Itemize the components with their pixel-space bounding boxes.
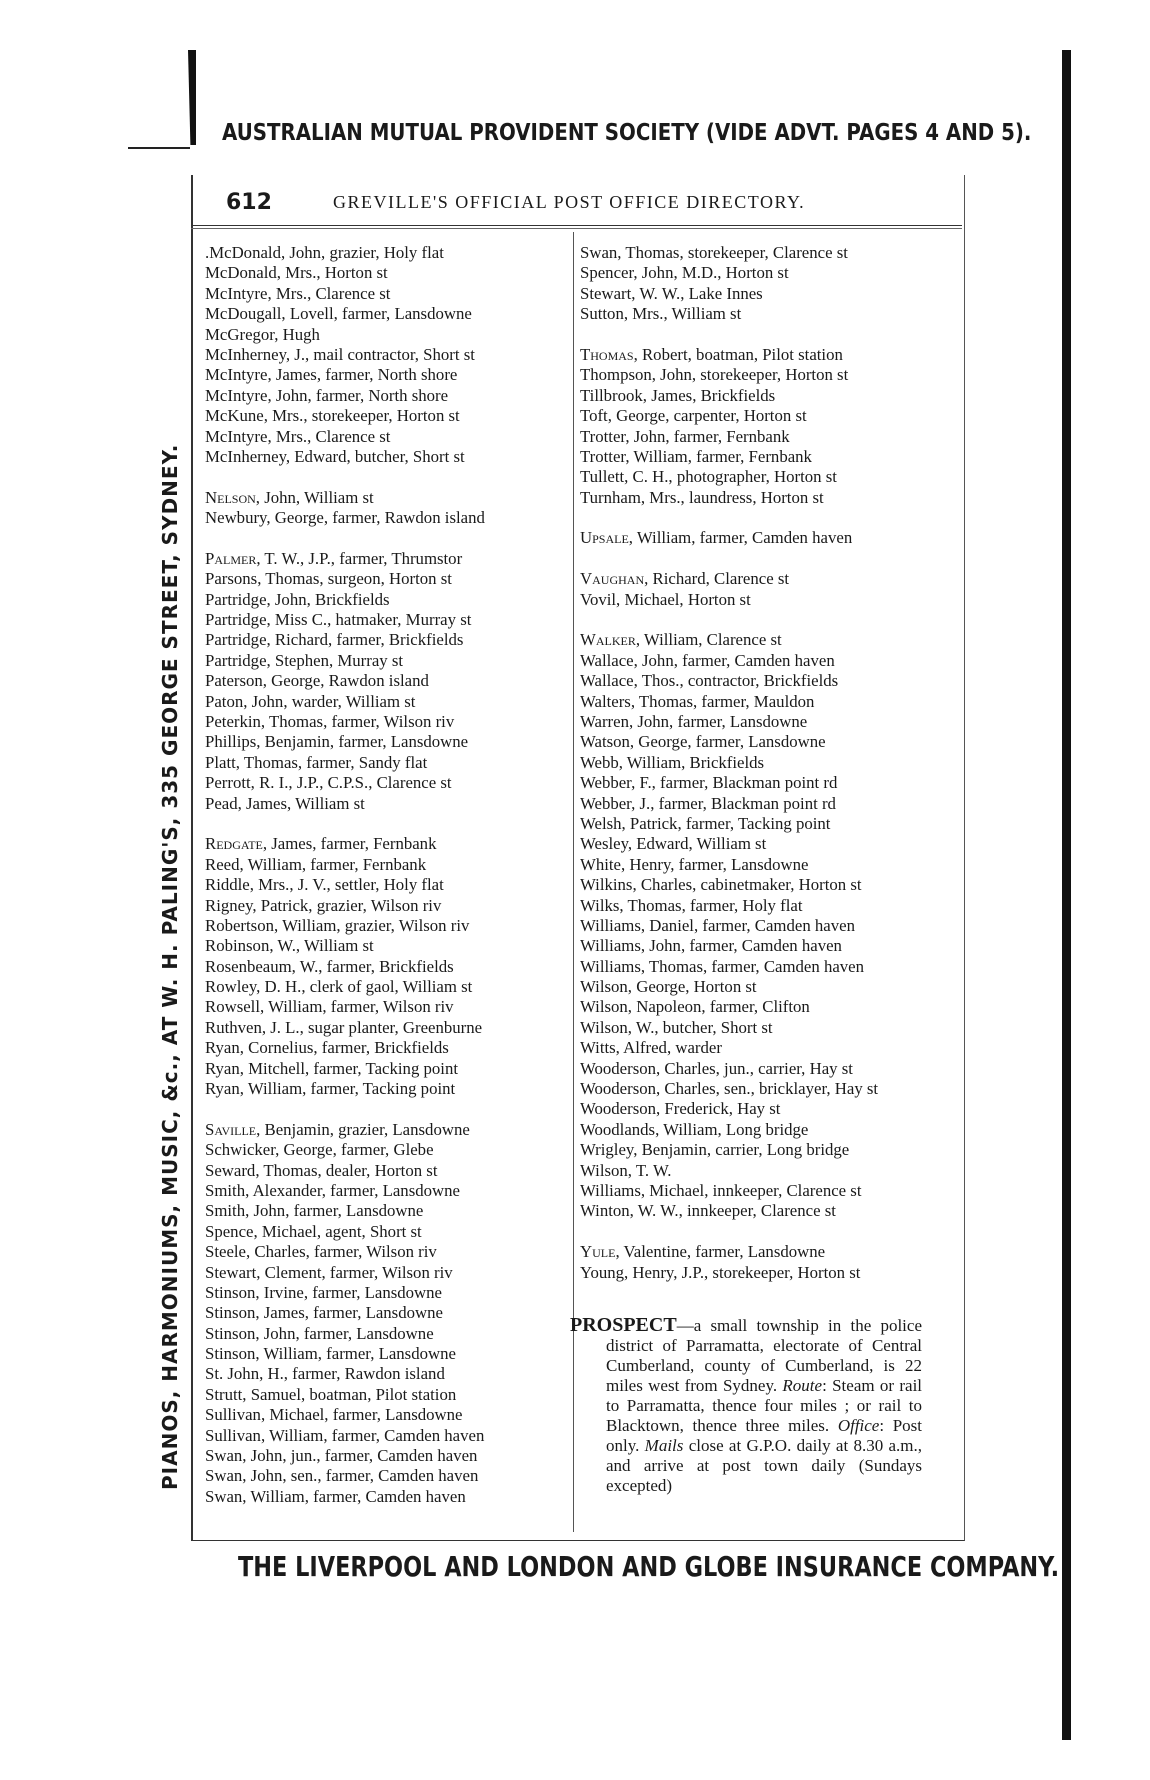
directory-entry: Stewart, Clement, farmer, Wilson riv [205, 1262, 453, 1282]
directory-entry: Upsale, William, farmer, Camden haven [580, 528, 853, 548]
directory-entry: Smith, John, farmer, Lansdowne [205, 1201, 424, 1221]
prospect-route-label: Route [782, 1376, 823, 1395]
right-column-listing [580, 243, 925, 1283]
directory-entry: Warren, John, farmer, Lansdowne [580, 711, 808, 731]
directory-entry: Turnham, Mrs., laundress, Horton st [580, 487, 824, 507]
directory-entry: Wooderson, Frederick, Hay st [580, 1099, 781, 1119]
directory-entry: Stinson, John, farmer, Lansdowne [205, 1323, 434, 1343]
directory-entry: Ryan, William, farmer, Tacking point [205, 1079, 456, 1099]
directory-entry: Rowsell, William, farmer, Wilson riv [205, 997, 454, 1017]
directory-entry: Webber, J., farmer, Blackman point rd [580, 793, 836, 813]
directory-entry: Paton, John, warder, William st [205, 691, 416, 711]
directory-entry: Toft, George, carpenter, Horton st [580, 406, 807, 426]
directory-entry: Smith, Alexander, farmer, Lansdowne [205, 1180, 460, 1200]
directory-entry: Redgate, James, farmer, Fernbank [205, 834, 437, 854]
directory-entry: Peterkin, Thomas, farmer, Wilson riv [205, 711, 455, 731]
directory-entry: Yule, Valentine, farmer, Lansdowne [580, 1242, 826, 1262]
directory-entry: Ryan, Mitchell, farmer, Tacking point [205, 1058, 459, 1078]
directory-entry: Wilks, Thomas, farmer, Holy flat [580, 895, 803, 915]
directory-entry: Williams, Thomas, farmer, Camden haven [580, 956, 865, 976]
directory-entry: Williams, John, farmer, Camden haven [580, 936, 842, 956]
directory-entry: McIntyre, Mrs., Clarence st [205, 283, 391, 303]
directory-entry: Rowley, D. H., clerk of gaol, William st [205, 977, 473, 997]
directory-entry: McIntyre, John, farmer, North shore [205, 385, 449, 405]
directory-entry: Swan, John, sen., farmer, Camden haven [205, 1466, 479, 1486]
directory-entry: Swan, William, farmer, Camden haven [205, 1486, 466, 1506]
directory-entry: Robertson, William, grazier, Wilson riv [205, 915, 470, 935]
directory-entry: McDougall, Lovell, farmer, Lansdowne [205, 304, 472, 324]
directory-entry: Seward, Thomas, dealer, Horton st [205, 1160, 438, 1180]
directory-entry: Sutton, Mrs., William st [580, 304, 742, 324]
directory-entry: St. John, H., farmer, Rawdon island [205, 1364, 445, 1384]
directory-entry: Steele, Charles, farmer, Wilson riv [205, 1242, 437, 1262]
section-gap [205, 814, 567, 834]
directory-entry: McDonald, Mrs., Horton st [205, 263, 388, 283]
directory-entry: Wooderson, Charles, sen., bricklayer, Hay st [580, 1079, 879, 1099]
section-gap [580, 1222, 925, 1242]
directory-entry: Partridge, John, Brickfields [205, 589, 390, 609]
directory-entry: Williams, Michael, innkeeper, Clarence st [580, 1180, 862, 1200]
directory-entry: Stinson, James, farmer, Lansdowne [205, 1303, 443, 1323]
directory-entry: Webb, William, Brickfields [580, 752, 765, 772]
directory-entry: Parsons, Thomas, surgeon, Horton st [205, 569, 452, 589]
directory-entry: Stinson, William, farmer, Lansdowne [205, 1344, 456, 1364]
directory-entry: Thomas, Robert, boatman, Pilot station [580, 344, 843, 364]
directory-entry: Stinson, Irvine, farmer, Lansdowne [205, 1282, 443, 1302]
directory-entry: Reed, William, farmer, Fernbank [205, 854, 427, 874]
prospect-route-text: : Steam or rail to Parramatta, thence four miles ; or rail to Blacktown, thence three miles. [606, 1376, 923, 1435]
directory-entry: Webber, F., farmer, Blackman point rd [580, 773, 838, 793]
directory-entry: McInherney, J., mail contractor, Short st [205, 344, 475, 364]
section-gap [580, 549, 925, 569]
directory-entry: Perrott, R. I., J.P., C.P.S., Clarence st [205, 773, 452, 793]
directory-entry: Wrigley, Benjamin, carrier, Long bridge [580, 1140, 850, 1160]
prospect-mails-text: close at G.P.O. daily at 8.30 a.m., and arrive at post town daily (Sundays excepted) [606, 1436, 923, 1495]
prospect-office-text: : Post only. [606, 1416, 922, 1455]
directory-entry: Robinson, W., William st [205, 936, 374, 956]
prospect-heading: PROSPECT [570, 1314, 677, 1336]
directory-entry: Wilson, W., butcher, Short st [580, 1017, 773, 1037]
directory-entry: Spence, Michael, agent, Short st [205, 1221, 422, 1241]
directory-entry: Stewart, W. W., Lake Innes [580, 283, 763, 303]
margin-mark-bar [188, 50, 196, 145]
directory-entry: Trotter, John, farmer, Fernbank [580, 426, 790, 446]
directory-entry: Strutt, Samuel, boatman, Pilot station [205, 1384, 457, 1404]
directory-entry: Partridge, Richard, farmer, Brickfields [205, 630, 464, 650]
directory-entry: McGregor, Hugh [205, 324, 320, 344]
directory-entry: Palmer, T. W., J.P., farmer, Thrumstor [205, 548, 463, 568]
left-column-listing [205, 243, 567, 1507]
directory-entry: Saville, Benjamin, grazier, Lansdowne [205, 1119, 470, 1139]
directory-entry: Schwicker, George, farmer, Glebe [205, 1140, 434, 1160]
directory-entry: Walters, Thomas, farmer, Mauldon [580, 691, 815, 711]
directory-entry: Wilson, T. W. [580, 1160, 672, 1180]
directory-entry: Pead, James, William st [205, 793, 365, 813]
section-gap [580, 508, 925, 528]
section-gap [205, 1099, 567, 1119]
directory-entry: Wesley, Edward, William st [580, 834, 767, 854]
directory-entry: Watson, George, farmer, Lansdowne [580, 732, 826, 752]
directory-entry: Phillips, Benjamin, farmer, Lansdowne [205, 732, 469, 752]
directory-entry: McInherney, Edward, butcher, Short st [205, 446, 465, 466]
directory-entry: Wooderson, Charles, jun., carrier, Hay st [580, 1058, 853, 1078]
directory-entry: .McDonald, John, grazier, Holy flat [205, 243, 444, 262]
directory-entry: Tillbrook, James, Brickfields [580, 385, 776, 405]
directory-entry: Woodlands, William, Long bridge [580, 1119, 809, 1139]
section-gap [580, 325, 925, 345]
header-rule [191, 225, 962, 226]
section-gap [580, 610, 925, 630]
directory-entry: Paterson, George, Rawdon island [205, 671, 429, 691]
directory-entry: Ruthven, J. L., sugar planter, Greenburne [205, 1017, 483, 1037]
directory-entry: Trotter, William, farmer, Fernbank [580, 446, 812, 466]
directory-entry: Thompson, John, storekeeper, Horton st [580, 365, 849, 385]
directory-entry: McIntyre, James, farmer, North shore [205, 365, 458, 385]
directory-entry: Nelson, John, William st [205, 487, 374, 507]
prospect-entry [570, 1315, 922, 1496]
section-gap [205, 528, 567, 548]
directory-entry: Williams, Daniel, farmer, Camden haven [580, 915, 855, 935]
directory-entry: Witts, Alfred, warder [580, 1038, 722, 1058]
directory-entry: McKune, Mrs., storekeeper, Horton st [205, 406, 460, 426]
margin-mark-tick [128, 147, 190, 149]
directory-entry: Wilkins, Charles, cabinetmaker, Horton st [580, 875, 862, 895]
directory-entry: Ryan, Cornelius, farmer, Brickfields [205, 1038, 449, 1058]
directory-entry: Vaughan, Richard, Clarence st [580, 569, 790, 589]
running-title: GREVILLE'S OFFICIAL POST OFFICE DIRECTORY. [333, 192, 806, 212]
page-number: 612 [226, 190, 272, 215]
bottom-advertisement-banner: THE LIVERPOOL AND LONDON AND GLOBE INSURANCE COMPANY. [238, 1550, 1060, 1583]
directory-entry: Rigney, Patrick, grazier, Wilson riv [205, 895, 442, 915]
directory-entry: Riddle, Mrs., J. V., settler, Holy flat [205, 875, 444, 895]
directory-entry: Partridge, Miss C., hatmaker, Murray st [205, 610, 472, 630]
top-advertisement-banner: AUSTRALIAN MUTUAL PROVIDENT SOCIETY (VIDE ADVT. PAGES 4 AND 5). [222, 120, 1032, 146]
directory-entry: Welsh, Patrick, farmer, Tacking point [580, 813, 831, 833]
directory-entry: Platt, Thomas, farmer, Sandy flat [205, 752, 428, 772]
directory-entry: Swan, John, jun., farmer, Camden haven [205, 1446, 478, 1466]
directory-entry: Vovil, Michael, Horton st [580, 589, 751, 609]
directory-entry: Wallace, John, farmer, Camden haven [580, 650, 835, 670]
directory-entry: Wilson, Napoleon, farmer, Clifton [580, 997, 810, 1017]
header-rule-secondary [191, 228, 962, 229]
directory-entry: Spencer, John, M.D., Horton st [580, 263, 789, 283]
directory-entry: Rosenbeaum, W., farmer, Brickfields [205, 956, 454, 976]
directory-entry: Partridge, Stephen, Murray st [205, 650, 404, 670]
directory-entry: White, Henry, farmer, Lansdowne [580, 854, 809, 874]
directory-entry: Sullivan, William, farmer, Camden haven [205, 1425, 485, 1445]
directory-entry: Swan, Thomas, storekeeper, Clarence st [580, 243, 848, 262]
prospect-office-label: Office [837, 1416, 880, 1435]
prospect-description: —a small township in the police district of Parramatta, electorate of Central Cumberland, county of Cumberland, is 22 miles west from Sydney. [606, 1316, 922, 1395]
directory-entry: Newbury, George, farmer, Rawdon island [205, 508, 485, 528]
directory-entry: Sullivan, Michael, farmer, Lansdowne [205, 1405, 463, 1425]
directory-entry: Wallace, Thos., contractor, Brickfields [580, 671, 839, 691]
directory-entry: Young, Henry, J.P., storekeeper, Horton st [580, 1262, 861, 1282]
prospect-mails-label: Mails [644, 1436, 684, 1455]
section-gap [205, 467, 567, 487]
directory-entry: Winton, W. W., innkeeper, Clarence st [580, 1201, 836, 1221]
side-advertisement-banner: PIANOS, HARMONIUMS, MUSIC, &c., AT W. H. PALING'S, 335 GEORGE STREET, SYDNEY. [158, 443, 182, 1490]
right-edge-bar [1062, 50, 1071, 1740]
directory-entry: Walker, William, Clarence st [580, 630, 782, 650]
directory-entry: Wilson, George, Horton st [580, 977, 757, 997]
directory-entry: Tullett, C. H., photographer, Horton st [580, 467, 837, 487]
directory-entry: McIntyre, Mrs., Clarence st [205, 426, 391, 446]
